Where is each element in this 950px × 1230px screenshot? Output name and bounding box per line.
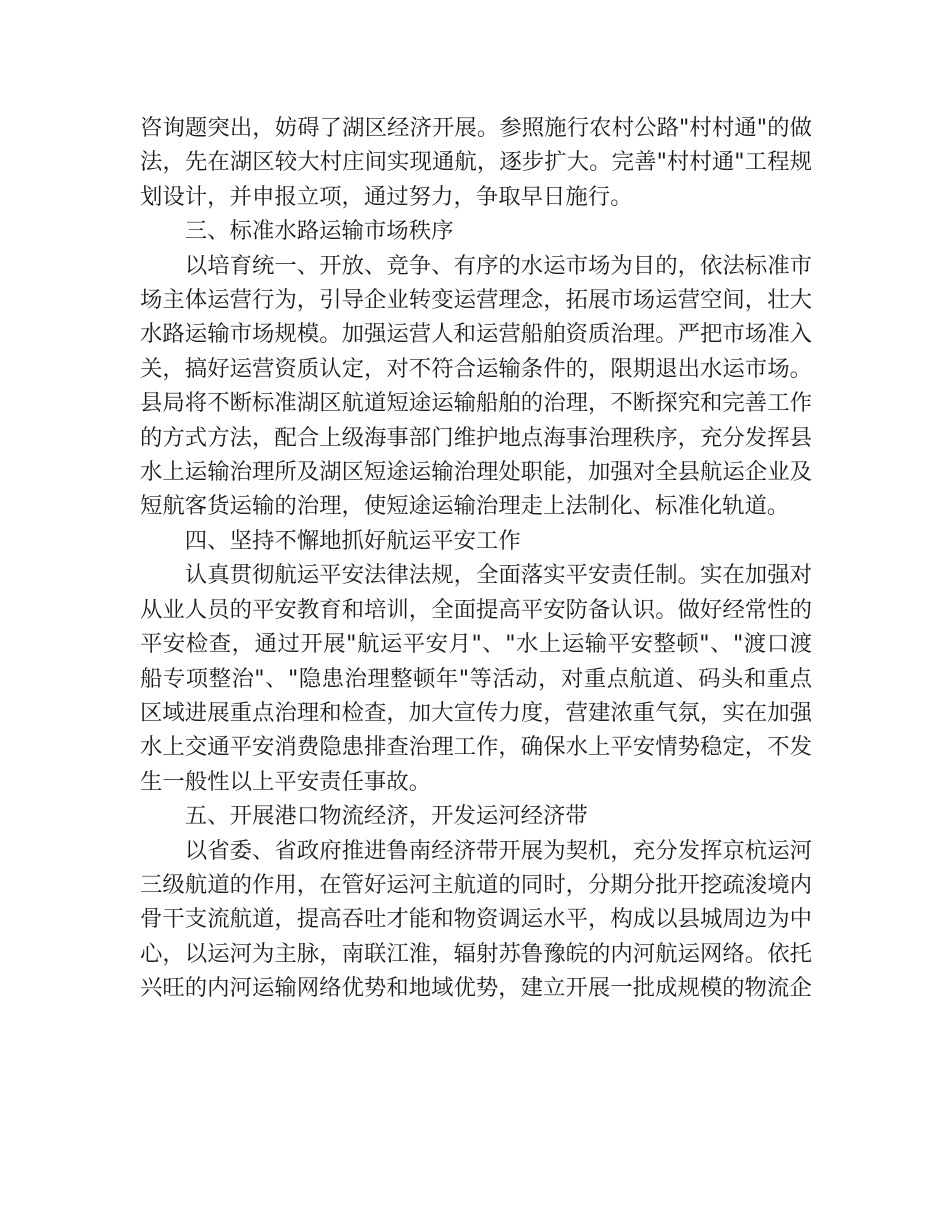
paragraph-continuation: 咨询题突出，妨碍了湖区经济开展。参照施行农村公路"村村通"的做法，先在湖区较大村庄间实现通航，逐步扩大。完善"村村通"工程规划设计，并申报立项，通过努力，争取早日施行。 <box>140 115 812 210</box>
section-heading-4: 四、坚持不懈地抓好航运平安工作 <box>184 527 521 554</box>
paragraph-market-order: 以培育统一、开放、竞争、有序的水运市场为目的，依法标准市场主体运营行为，引导企业转变运营理念，拓展市场运营空间，壮大水路运输市场规模。加强运营人和运营船舶资质治理。严把市场准入关，搞好运营资质认定，对不符合运输条件的，限期退出水运市场。县局将不断标准湖区航道短途运输船舶的治理，不断探究和完善工作的方式方法，配合上级海事部门维护地点海事治理秩序，充分发挥县水上运输治理所及湖区短途运输治理处职能，加强对全县航运企业及短航客货运输的治理，使短途运输治理走上法制化、标准化轨道。 <box>140 252 812 520</box>
paragraph-shipping-safety: 认真贯彻航运平安法律法规，全面落实平安责任制。实在加强对从业人员的平安教育和培训，全面提高平安防备认识。做好经常性的平安检查，通过开展"航运平安月"、"水上运输平安整顿"、"渡口渡船专项整治"、"隐患治理整顿年"等活动，对重点航道、码头和重点区域进展重点治理和检查，加大宣传力度，营建浓重气氛，实在加强水上交通平安消费隐患排查治理工作，确保水上平安情势稳定，不发生一般性以上平安责任事故。 <box>140 562 812 795</box>
section-heading-3: 三、标准水路运输市场秩序 <box>184 218 454 245</box>
document-body <box>140 111 812 1006</box>
paragraph-port-logistics: 以省委、省政府推进鲁南经济带开展为契机，充分发挥京杭运河三级航道的作用，在管好运河主航道的同时，分期分批开挖疏浚境内骨干支流航道，提高吞吐才能和物资调运水平，构成以县城周边为中心，以运河为主脉，南联江淮，辐射苏鲁豫皖的内河航运网络。依托兴旺的内河运输网络优势和地域优势，建立开展一批成规模的物流企 <box>140 837 812 1002</box>
section-heading-5: 五、开展港口物流经济，开发运河经济带 <box>184 803 588 830</box>
